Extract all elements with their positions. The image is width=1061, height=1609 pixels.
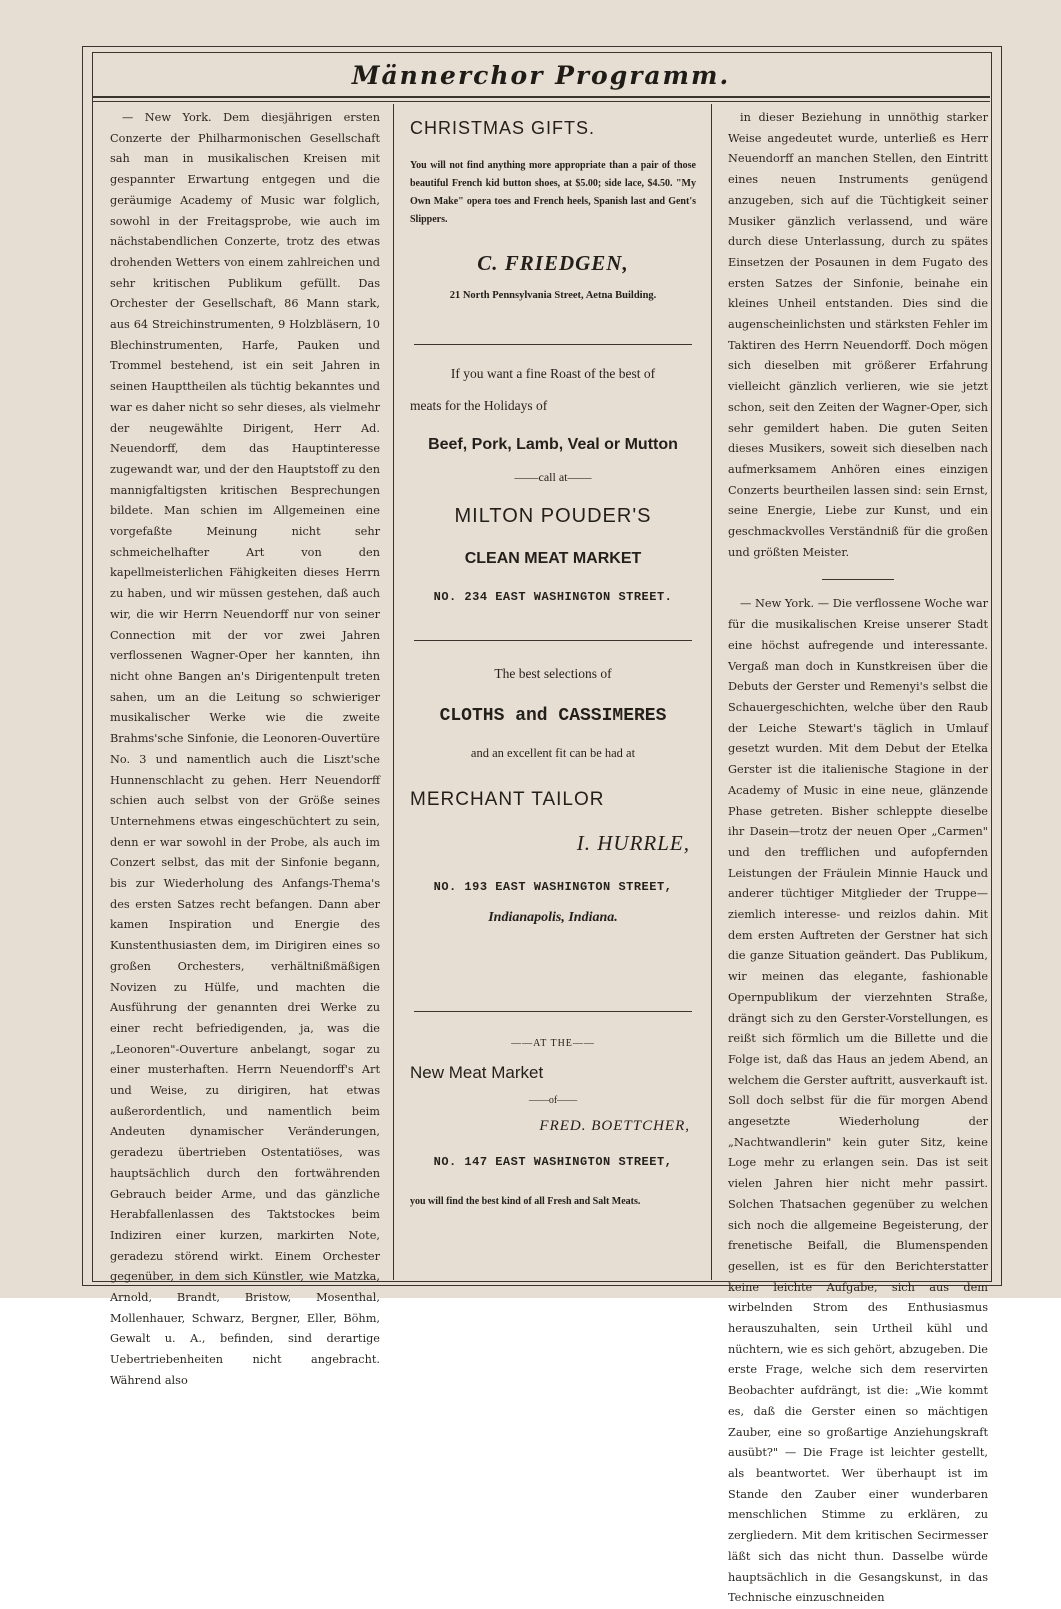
ad-heading: CHRISTMAS GIFTS. [410, 118, 596, 138]
ad-hurrle-tailor [400, 666, 706, 926]
ad-merchant: FRED. BOETTCHER, [539, 1118, 690, 1134]
ad-line: meats for the Holidays of [410, 398, 548, 413]
ad-address: 21 North Pennsylvania Street, Aetna Building. [449, 290, 657, 301]
masthead-rule-thin [92, 101, 990, 102]
ad-at-the: ——AT THE—— [511, 1038, 595, 1049]
ad-body: you will find the best kind of all Fresh and Salt Meats. [410, 1196, 641, 1207]
column-divider-right [711, 104, 712, 1280]
ad-city: Indianapolis, Indiana. [488, 910, 618, 925]
ad-call-at: ——call at—— [514, 470, 592, 484]
ad-business-name: MILTON POUDER'S [454, 505, 652, 527]
ad-merchant: I. HURRLE, [576, 831, 690, 855]
masthead-rule [92, 96, 990, 98]
ad-body: You will not find anything more appropriate than a pair of those beautiful French kid button shoes, at $5.00; side lace, $4.50. "My Own Make" opera toes and French heels, Spanish last and Gent's Slippers. [410, 160, 696, 225]
article-paragraph: — New York. — Die verflossene Woche war für die musikalischen Kreise unserer Stadt eine höchst aufregende und interessante. Vergaß man doch in Kunstkreisen über die Debuts der Gerster und Remenyi's selbst die Schauergeschichten, welche über den Raub der Leiche Stewart's täglich in Umlauf gesetzt wurden. Mit dem Debut der Etelka Gerster ist die italienische Stagione in der Academy of Music in eine neue, glänzende Phase getreten. Bisher schleppte dieselbe ihr Dasein—trotz der neuen Oper „Carmen" und den trefflichen und aufopfernden Leistungen der Fräulein Minnie Hauck und anderer tüchtiger Mitglieder der Truppe—ziemlich interesse- und reizlos dahin. Mit dem ersten Auftreten der Gerstner hat sich die ganze Situation geändert. Das Publikum, wir meinen das elegante, fashionable Opernpublikum der vierzehnten Straße, drängt sich zu den Gerster-Vorstellungen, es reißt sich förmlich um die Billette und die Folge ist, daß das Haus an jedem Abend, an welchem die Gerster auftritt, ausverkauft ist. Soll doch selbst für die für morgen Abend angesetzte Wiederholung der „Nachtwandlerin" kein guter Sitz, keine Loge mehr zu erlangen sein. Das ist seit vielen Jahren hier nicht mehr passirt. Solchen Thatsachen gegenüber zu welchen sich noch die allgemeine Begeisterung, der frenetische Beifall, die Blumenspenden gesellen, ist es für den Berichterstatter keine leichte Aufgabe, sich aus dem wirbelnden Strom des Enthusiasmus herauszuhalten, sein Urtheil kühl und nüchtern, wie es sich gehört, abzugeben. Die erste Frage, welche sich dem reservirten Beobachter aufdrängt, ist die: „Wie kommt es, daß die Gerster einen so mächtigen Zauber, eine so großartige Anziehungskraft ausübt?" — Die Frage ist leichter gestellt, als beantwortet. Wer überhaupt ist im Stande den Zauber einer wunderbaren menschlichen Stimme zu erklären, zu zergliedern. Mit dem kritischen Secirmesser läßt sich das nicht thun. Dasselbe würde hauptsächlich in die Gesangskunst, in das Technische einzuschneiden [728, 597, 988, 1605]
article-paragraph: in dieser Beziehung in unnöthig starker Weise angedeutet wurde, unterließ es Herr Neuendorff an manchen Stellen, den Eintritt eines neuen Instruments genügend anzugeben, sich auf die Tüchtigkeit seiner Musiker gänzlich verlassend, und wäre durch diese Unterlassung, durch zu spätes Einsetzen der Posaunen in dem Fugato des ersten Satzes der Sinfonie, beinahe ein kleines Unheil entstanden. Dies sind die augenscheinlichsten und stärksten Fehler im Taktiren des Herrn Neuendorff. Doch mögen sich dieselben mit größerer Erfahrung vielleicht gänzlich verlieren, wie sie jetzt schon, seit den Zeiten der Wagner-Oper, sich sehr gemildert haben. Die guten Seiten dieses Musikers, soweit sich dieselben nach aufmerksamem Anhören eines einzigen Conzerts beurtheilen lassen sind: sein Ernst, seine Energie, Liebe zur Kunst, und ein geschmackvolles Verständniß für die großen und größten Meister. [728, 111, 988, 559]
ad-goods: CLOTHS and CASSIMERES [439, 706, 667, 726]
masthead-title: Männerchor Programm. [351, 61, 731, 90]
ad-address: NO. 193 EAST WASHINGTON STREET, [433, 880, 673, 894]
ad-line: and an excellent fit can be had at [470, 746, 636, 760]
ad-christmas-gifts [400, 118, 706, 301]
ad-boettcher-market [400, 1038, 706, 1211]
ad-meats: Beef, Pork, Lamb, Veal or Mutton [428, 436, 678, 453]
left-article-column [110, 108, 380, 1387]
ad-line: The best selections of [494, 666, 612, 681]
ad-market-name: New Meat Market [410, 1063, 544, 1082]
ad-address: NO. 234 EAST WASHINGTON STREET. [433, 590, 673, 604]
ad-market-name: CLEAN MEAT MARKET [464, 550, 642, 567]
ad-trade: MERCHANT TAILOR [410, 789, 605, 810]
ad-separator [414, 344, 692, 345]
column-divider-left [393, 104, 394, 1280]
ad-of: ——of—— [528, 1095, 578, 1106]
article-paragraph: — New York. Dem diesjährigen ersten Conzerte der Philharmonischen Gesellschaft sah man in musikalischen Kreisen mit gespannter Erwartung entgegen und die geräumige Academy of Music war folglich, sowohl in der Freitagsprobe, wie auch im nächstabendlichen Conzerte, trotz des etwas drohenden Wetters von einem zahlreichen und sehr kritischen Publikum gefüllt. Das Orchester der Gesellschaft, 86 Mann stark, aus 64 Streichinstrumenten, 9 Holzbläsern, 10 Blechinstrumenten, Harfe, Pauken und Trommel bestehend, ist ein seit Jahren in seinen Haupttheilen als tüchtig bekanntes und war es daher nicht so sehr dieses, als vielmehr der neugewählte Dirigent, Herr Ad. Neuendorff, dem das Hauptinteresse zugewandt war, und der den Hauptstoff zu den mannigfaltigsten kritischen Besprechungen bildete. Man schien im Allgemeinen eine vorgefaßte Meinung nicht sehr schmeichelhafter Art von den kapellmeisterlichen Fähigkeiten dieses Herrn zu haben, und wir müssen gestehen, daß auch wir, die wir Herrn Neuendorff nur von seiner Connection mit der vor zwei Jahren verflossenen Wagner-Oper her kannten, ihn nicht ohne Bangen an's Dirigentenpult treten sahen, um an die Leitung so schwieriger musikalischer Werke wie die zweite Brahms'sche Sinfonie, die Leonoren-Ouvertüre No. 3 und namentlich auch die Liszt'sche Hunnenschlacht zu gehen. Herr Neuendorff schien auch selbst von der Größe seines Unternehmens etwas eingeschüchtert zu sein, denn er war sowohl in der Probe, als auch im Conzert selbst, das mit der Sinfonie begann, bis zur Wiederholung des Anfangs-Thema's des ersten Satzes recht befangen. Dann aber kamen Inspiration und Energie des Kunstenthusiasten dem, im Dirigiren eines so großen Orchesters, verhältnißmäßigen Novizen zu Hülfe, und machten die Ausführung der genannten drei Werke zu einer recht befriedigenden, ja, was die „Leonoren"-Ouverture anbelangt, sogar zu einer musterhaften. Herrn Neuendorff's Art und Weise, zu dirigiren, hat etwas außerordentlich, und namentlich beim Andeuten dynamischer Veränderungen, geradezu übertrieben Ostentatiöses, was hauptsächlich durch den fortwährenden Gebrauch beider Arme, und das gänzliche Herabfallenlassen des Taktstockes beim Indiziren einer kurzen, markirten Note, geradezu störend wirkt. Einem Orchester gegenüber, in dem sich Künstler, wie Matzka, Arnold, Brandt, Bristow, Mosenthal, Mollenhauer, Schwarz, Bergner, Eller, Böhm, Gewalt u. A., befinden, sind derartige Uebertriebenheiten nicht angebracht. Während also [110, 111, 380, 1387]
ad-address: NO. 147 EAST WASHINGTON STREET, [433, 1155, 673, 1169]
right-article-column [728, 108, 988, 1605]
ad-milton-pouder [400, 366, 706, 604]
ad-separator [414, 640, 692, 641]
article-separator [822, 579, 894, 580]
ad-separator [414, 1011, 692, 1012]
ad-merchant: C. FRIEDGEN, [477, 251, 629, 275]
ad-line: If you want a fine Roast of the best of [450, 366, 656, 381]
advertisement-column [400, 108, 706, 1278]
